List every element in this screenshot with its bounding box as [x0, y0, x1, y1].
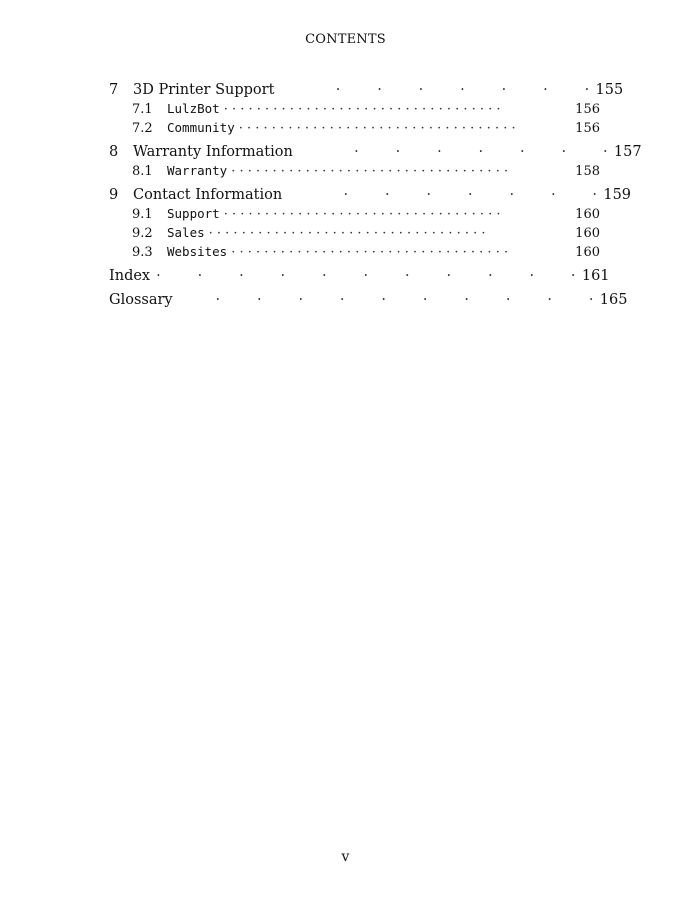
toc-title: LulzBot — [167, 101, 220, 116]
toc-section-7-2[interactable] — [109, 120, 600, 139]
dot-leader: · · · · · · · · · · · · · · · · · · · · · · · · · · · · · · · · · · — [238, 121, 516, 136]
dot-leader: · · · · · · · — [298, 144, 608, 160]
toc-number: 9.3 — [132, 245, 153, 260]
toc-page-number: 165 — [599, 292, 628, 308]
toc-page-number: 155 — [595, 82, 624, 98]
page-folio: v — [341, 849, 350, 865]
toc-title: Warranty — [167, 163, 228, 178]
dot-leader: · · · · · · · · · · · · · · · · · · · · · · · · · · · · · · · · · · — [223, 102, 501, 117]
toc-number: 9.2 — [132, 226, 153, 241]
toc-title: 3D Printer Support — [133, 82, 275, 98]
toc-section-9-2[interactable] — [109, 225, 600, 244]
toc-number: 9 — [109, 187, 119, 203]
dot-leader: · · · · · · · · · · · · · · · · · · · · · · · · · · · · · · · · · · — [208, 226, 486, 241]
table-of-contents — [109, 82, 642, 311]
running-head: CONTENTS — [305, 32, 386, 47]
toc-page-number: 157 — [613, 144, 642, 160]
dot-leader: · · · · · · · · · · · — [156, 268, 576, 284]
toc-chapter-7[interactable] — [109, 82, 624, 101]
dot-leader: · · · · · · · — [288, 187, 598, 203]
toc-section-7-1[interactable] — [109, 101, 600, 120]
toc-chapter-8[interactable] — [109, 144, 642, 163]
toc-page-number: 160 — [575, 207, 600, 222]
dot-leader: · · · · · · · · · · · · · · · · · · · · · · · · · · · · · · · · · · — [223, 207, 501, 222]
toc-title: Sales — [167, 225, 205, 240]
toc-number: 7.2 — [132, 121, 153, 136]
toc-title: Glossary — [109, 292, 173, 308]
toc-page-number: 160 — [575, 245, 600, 260]
toc-section-8-1[interactable] — [109, 163, 600, 182]
toc-title: Contact Information — [133, 187, 283, 203]
toc-page-number: 159 — [603, 187, 632, 203]
toc-glossary[interactable] — [109, 292, 628, 311]
dot-leader: · · · · · · · · · · · · · · · · · · · · · · · · · · · · · · · · · · — [231, 245, 509, 260]
toc-page-number: 156 — [575, 102, 600, 117]
toc-number: 8 — [109, 144, 119, 160]
toc-title: Support — [167, 206, 220, 221]
toc-page-number: 161 — [581, 268, 610, 284]
toc-number: 8.1 — [132, 164, 153, 179]
toc-index[interactable] — [109, 268, 610, 287]
toc-section-9-1[interactable] — [109, 206, 600, 225]
dot-leader: · · · · · · · — [280, 82, 590, 98]
toc-number: 7 — [109, 82, 119, 98]
toc-chapter-9[interactable] — [109, 187, 632, 206]
toc-title: Community — [167, 120, 235, 135]
toc-number: 9.1 — [132, 207, 153, 222]
toc-number: 7.1 — [132, 102, 153, 117]
toc-title: Warranty Information — [133, 144, 293, 160]
toc-page-number: 160 — [575, 226, 600, 241]
toc-title: Index — [109, 268, 151, 284]
toc-page-number: 156 — [575, 121, 600, 136]
toc-title: Websites — [167, 244, 228, 259]
toc-page-number: 158 — [575, 164, 600, 179]
dot-leader: · · · · · · · · · · · · · · · · · · · · · · · · · · · · · · · · · · — [231, 164, 509, 179]
dot-leader: · · · · · · · · · · — [178, 292, 594, 308]
toc-section-9-3[interactable] — [109, 244, 600, 263]
